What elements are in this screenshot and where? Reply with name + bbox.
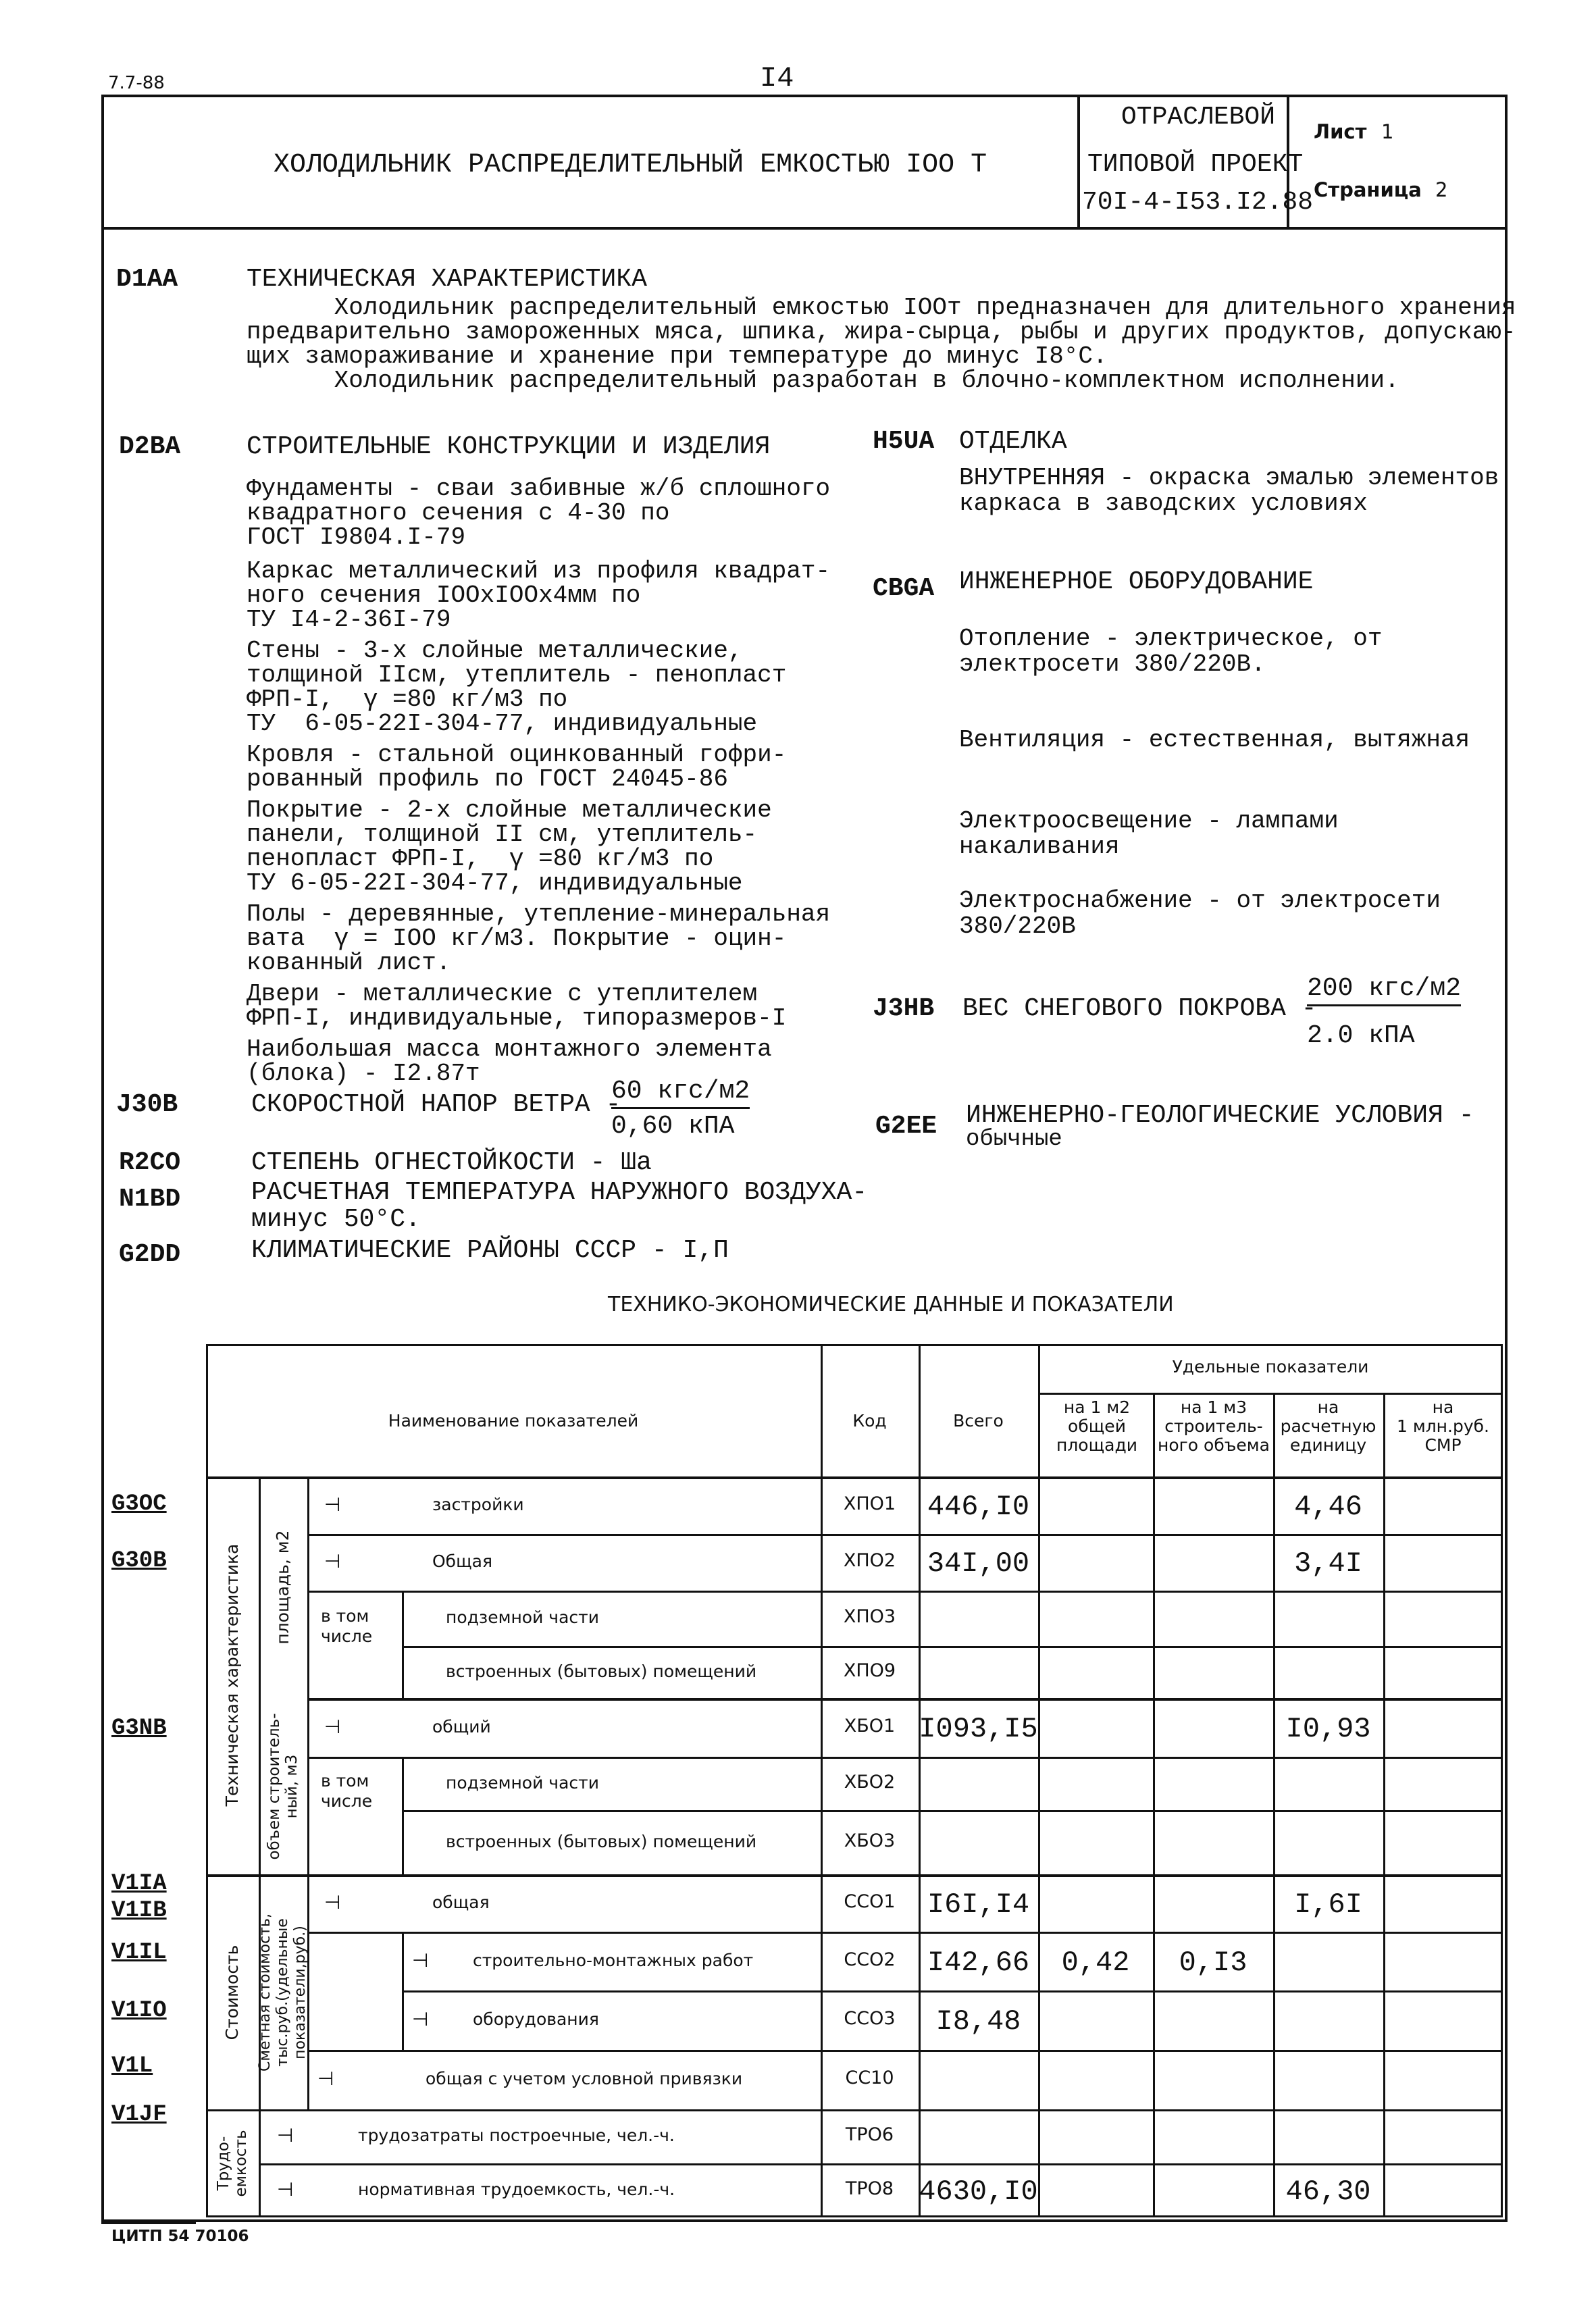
wind-code: J30B — [116, 1090, 178, 1119]
heating-line-2: электросети 380/220В. — [959, 650, 1266, 678]
row-per-unit: 3,4I — [1294, 1547, 1362, 1580]
row-code: ХПО2 — [843, 1550, 896, 1571]
table-hline — [206, 1874, 1503, 1877]
row-tick: ⊣ — [324, 1891, 341, 1913]
roof-line-2: рованный профиль по ГОСТ 24045-86 — [247, 765, 728, 793]
row-name: подземной части — [446, 1772, 599, 1793]
row-per-m3: 0,I3 — [1179, 1946, 1247, 1979]
header-code: Код — [852, 1411, 887, 1431]
wind-value-2: 0,60 кПА — [611, 1112, 735, 1141]
header-total: Всего — [953, 1411, 1004, 1431]
header-divider — [101, 227, 1508, 230]
fire-code: R2CO — [119, 1148, 181, 1177]
row-per-unit: I,6I — [1294, 1888, 1362, 1921]
row-name: оборудования — [473, 2009, 599, 2029]
tech-line-2: предварительно замороженных мяса, шпика, жира-сырца, рыбы и других продуктов, допускаю- — [247, 318, 1516, 346]
row-tick: ⊣ — [277, 2178, 294, 2201]
row-code: ХПО3 — [843, 1606, 896, 1627]
tech-line-4: Холодильник распределительный разработан в блочно-комплектном исполнении. — [247, 367, 1399, 394]
geo-text-2: обычные — [966, 1127, 1062, 1152]
snow-code: J3HB — [873, 994, 935, 1023]
table-hline — [307, 1757, 1503, 1759]
tech-line-3: щих замораживание и хранение при температуре до минус I8°C. — [247, 342, 1108, 370]
row-total: I42,66 — [927, 1946, 1030, 1979]
temp-code: N1BD — [119, 1185, 181, 1214]
table-vline — [1038, 1344, 1040, 2217]
sub-area-label: площадь, м2 — [273, 1530, 292, 1645]
header-per-m2: на 1 м2 общей площади — [1056, 1397, 1138, 1455]
table-hline — [1038, 1393, 1503, 1395]
sheet-value: 1 — [1381, 120, 1394, 143]
table-vline — [1383, 1393, 1385, 2217]
row-total: I6I,I4 — [927, 1888, 1030, 1921]
header-per-m3: на 1 м3 строитель- ного объема — [1158, 1397, 1270, 1455]
row-name: нормативная трудоемкость, чел.-ч. — [358, 2180, 675, 2199]
row-total: 446,I0 — [927, 1490, 1030, 1523]
walls-line-2: толщиной IIсм, утеплитель - пенопласт — [247, 661, 787, 689]
frame-line-2: ного сечения IOOxIOOx4мм по — [247, 582, 641, 609]
project-number: 70I-4-I53.I2.88 — [1082, 188, 1314, 217]
frame-line-1: Каркас металлический из профиля квадрат- — [247, 557, 831, 585]
mass-line-2: (блока) - I2.87т — [247, 1060, 480, 1087]
row-name: общая — [432, 1892, 490, 1912]
table-vline — [919, 1344, 921, 2217]
row-name: общая с учетом условной привязки — [426, 2069, 743, 2088]
page-number: I4 — [760, 62, 794, 95]
row-code: ТРО6 — [845, 2124, 894, 2145]
sub-volume-label: объем строитель- ный, м3 — [265, 1713, 301, 1860]
mass-line-1: Наибольшая масса монтажного элемента — [247, 1035, 772, 1063]
table-hline — [307, 1698, 1503, 1701]
project-line-2: ТИПОВОЙ ПРОЕКТ — [1087, 150, 1304, 179]
row-tick: ⊣ — [324, 1493, 341, 1516]
eng-code: CBGA — [873, 574, 935, 603]
snow-value-1: 200 кгс/м2 — [1307, 974, 1461, 1006]
row-name: подземной части — [446, 1608, 599, 1627]
margin-code: V1IA — [111, 1871, 167, 1897]
lighting-line-1: Электроосвещение - лампами — [959, 807, 1339, 835]
walls-line-1: Стены - 3-х слойные металлические, — [247, 637, 743, 665]
cover-line-1: Покрытие - 2-х слойные металлические — [247, 796, 772, 824]
group-tech-label: Техническая характеристика — [222, 1543, 242, 1807]
row-code: ССО3 — [844, 2008, 896, 2029]
tech-code: D1AA — [116, 265, 178, 294]
row-code: ХБО2 — [844, 1771, 896, 1793]
row-code: ХПО9 — [843, 1660, 896, 1681]
finish-title: ОТДЕЛКА — [959, 427, 1067, 456]
row-total: I093,I5 — [919, 1712, 1038, 1745]
tech-title: ТЕХНИЧЕСКАЯ ХАРАКТЕРИСТИКА — [247, 265, 647, 294]
finish-code: H5UA — [873, 427, 935, 456]
cover-line-2: панели, толщиной II см, утеплитель- — [247, 821, 758, 848]
table-hline — [307, 1591, 1503, 1593]
row-total: 4630,I0 — [919, 2176, 1038, 2208]
temp-text-1: РАСЧЕТНАЯ ТЕМПЕРАТУРА НАРУЖНОГО ВОЗДУХА- — [251, 1178, 868, 1207]
header-specific: Удельные показатели — [1172, 1357, 1369, 1377]
incl-label: в том числе — [321, 1771, 373, 1811]
group-cost-label: Стоимость — [222, 1945, 242, 2040]
table-hline — [259, 2163, 1503, 2165]
table-hline — [402, 1990, 1503, 1992]
table-title: ТЕХНИКО-ЭКОНОМИЧЕСКИЕ ДАННЫЕ И ПОКАЗАТЕЛИ — [608, 1293, 1174, 1316]
roof-line-1: Кровля - стальной оцинкованный гофри- — [247, 741, 787, 769]
row-name: трудозатраты построечные, чел.-ч. — [358, 2126, 675, 2145]
fire-text: СТЕПЕНЬ ОГНЕСТОЙКОСТИ - Шa — [251, 1148, 652, 1177]
lighting-line-2: накаливания — [959, 833, 1120, 860]
row-name: общий — [432, 1716, 491, 1737]
row-total: 34I,00 — [927, 1547, 1030, 1580]
table-hline — [307, 2050, 1503, 2052]
row-tick: ⊣ — [412, 1949, 429, 1972]
floor-line-2: вата γ = IOO кг/м3. Покрытие - оцин- — [247, 925, 787, 952]
row-name: застройки — [432, 1494, 524, 1514]
header-per-million: на 1 млн.руб. СМР — [1396, 1397, 1489, 1455]
row-code: ССО2 — [844, 1949, 896, 1970]
row-tick: ⊣ — [317, 2067, 334, 2090]
margin-code: G30B — [111, 1548, 167, 1574]
table-hline — [402, 1810, 1503, 1812]
row-code: ТРО8 — [845, 2178, 894, 2199]
page-value: 2 — [1435, 178, 1448, 201]
heating-line-1: Отопление - электрическое, от — [959, 625, 1383, 652]
power-line-1: Электроснабжение - от электросети — [959, 887, 1441, 915]
floor-line-3: кованный лист. — [247, 949, 451, 977]
tech-line-1: Холодильник распределительный емкостью IOOт предназначен для длительного хранения — [247, 294, 1516, 322]
table-vline — [1153, 1393, 1155, 2217]
row-name: встроенных (бытовых) помещений — [446, 1661, 757, 1681]
margin-code: V1IO — [111, 1998, 167, 2024]
row-code: ССО1 — [844, 1891, 896, 1912]
doors-line-2: ФРП-I, индивидуальные, типоразмеров-I — [247, 1004, 787, 1032]
row-per-unit: 4,46 — [1294, 1490, 1362, 1523]
row-code: ХБО1 — [844, 1715, 896, 1737]
cover-line-4: ТУ 6-05-22I-304-77, индивидуальные — [247, 869, 743, 897]
climate-code: G2DD — [119, 1240, 181, 1269]
project-line-1: ОТРАСЛЕВОЙ — [1121, 103, 1276, 132]
finish-line-2: каркаса в заводских условиях — [959, 490, 1368, 517]
table-hline — [206, 2109, 1503, 2111]
geo-text-1: ИНЖЕНЕРНО-ГЕОЛОГИЧЕСКИЕ УСЛОВИЯ - — [966, 1101, 1474, 1130]
row-name: встроенных (бытовых) помещений — [446, 1831, 757, 1851]
finish-line-1: ВНУТРЕННЯЯ - окраска эмалью элементов — [959, 464, 1499, 492]
sub-cost-label: Сметная стоимость, тыс.руб.(удельные показатели,руб.) — [257, 1913, 309, 2072]
eng-title: ИНЖЕНЕРНОЕ ОБОРУДОВАНИЕ — [959, 567, 1314, 596]
snow-value-2: 2.0 кПА — [1307, 1021, 1415, 1050]
incl-label: в том числе — [321, 1606, 373, 1646]
table-hline — [307, 1534, 1503, 1536]
ventilation: Вентиляция - естественная, вытяжная — [959, 726, 1470, 754]
wind-value-1: 60 кгс/м2 — [611, 1077, 750, 1109]
margin-code: G3OC — [111, 1491, 167, 1517]
frame-line-3: ТУ I4-2-36I-79 — [247, 606, 451, 634]
row-tick: ⊣ — [412, 2008, 429, 2030]
table-vline — [402, 1591, 404, 1698]
group-labor-label: Трудо- емкость — [215, 2130, 250, 2197]
row-per-m2: 0,42 — [1061, 1946, 1130, 1979]
row-tick: ⊣ — [277, 2124, 294, 2146]
row-name: Общая — [432, 1551, 493, 1571]
climate-text: КЛИМАТИЧЕСКИЕ РАЙОНЫ СССР - I,П — [251, 1236, 729, 1265]
table-vline — [402, 1757, 404, 1874]
wind-label: СКОРОСТНОЙ НАПОР ВЕТРА - — [251, 1090, 621, 1119]
temp-text-2: минус 50°С. — [251, 1205, 421, 1234]
row-name: строительно-монтажных работ — [473, 1950, 754, 1970]
floor-line-1: Полы - деревянные, утепление-минеральная — [247, 900, 831, 928]
footer-stamp: ЦИТП 54 70106 — [111, 2228, 249, 2245]
margin-code: V1L — [111, 2053, 153, 2079]
page-label: Страница — [1314, 178, 1422, 201]
table-header-rule — [206, 1476, 1503, 1479]
walls-line-4: ТУ 6-05-22I-304-77, индивидуальные — [247, 710, 758, 738]
row-tick: ⊣ — [324, 1550, 341, 1572]
doors-line-1: Двери - металлические с утеплителем — [247, 980, 758, 1008]
margin-code: V1IB — [111, 1898, 167, 1924]
sheet-label: Лист — [1314, 120, 1367, 143]
header-vline-1 — [1077, 95, 1080, 227]
header-name: Наименование показателей — [388, 1411, 639, 1431]
doc-id: 7.7-88 — [108, 73, 165, 93]
margin-code: V1JF — [111, 2102, 167, 2128]
struct-code: D2BA — [119, 432, 181, 461]
snow-label: ВЕС СНЕГОВОГО ПОКРОВА - — [962, 994, 1317, 1023]
margin-code: G3NB — [111, 1716, 167, 1741]
cover-line-3: пенопласт ФРП-I, γ =80 кг/м3 по — [247, 845, 714, 873]
row-code: СС10 — [845, 2067, 894, 2088]
row-code: ХБО3 — [844, 1830, 896, 1851]
row-tick: ⊣ — [324, 1715, 341, 1738]
struct-title: СТРОИТЕЛЬНЫЕ КОНСТРУКЦИИ И ИЗДЕЛИЯ — [247, 432, 771, 461]
margin-code: V1IL — [111, 1940, 167, 1965]
row-per-unit: 46,30 — [1285, 2176, 1371, 2208]
margin-rule — [101, 2222, 196, 2224]
foundation-line-2: квадратного сечения с 4-30 по — [247, 499, 670, 527]
row-code: ХПО1 — [843, 1493, 896, 1514]
header-per-unit: на расчетную единицу — [1280, 1397, 1376, 1455]
table-hline — [307, 1932, 1503, 1934]
power-line-2: 380/220В — [959, 912, 1076, 940]
walls-line-3: ФРП-I, γ =80 кг/м3 по — [247, 686, 568, 713]
foundation-line-1: Фундаменты - сваи забивные ж/б сплошного — [247, 475, 831, 503]
row-total: I8,48 — [935, 2005, 1021, 2038]
doc-title: ХОЛОДИЛЬНИК РАСПРЕДЕЛИТЕЛЬНЫЙ ЕМКОСТЬЮ IOO Т — [274, 150, 987, 180]
foundation-line-3: ГОСТ I9804.I-79 — [247, 523, 466, 551]
geo-code: G2EE — [875, 1112, 937, 1141]
row-per-unit: I0,93 — [1285, 1712, 1371, 1745]
table-hline — [402, 1646, 1503, 1648]
